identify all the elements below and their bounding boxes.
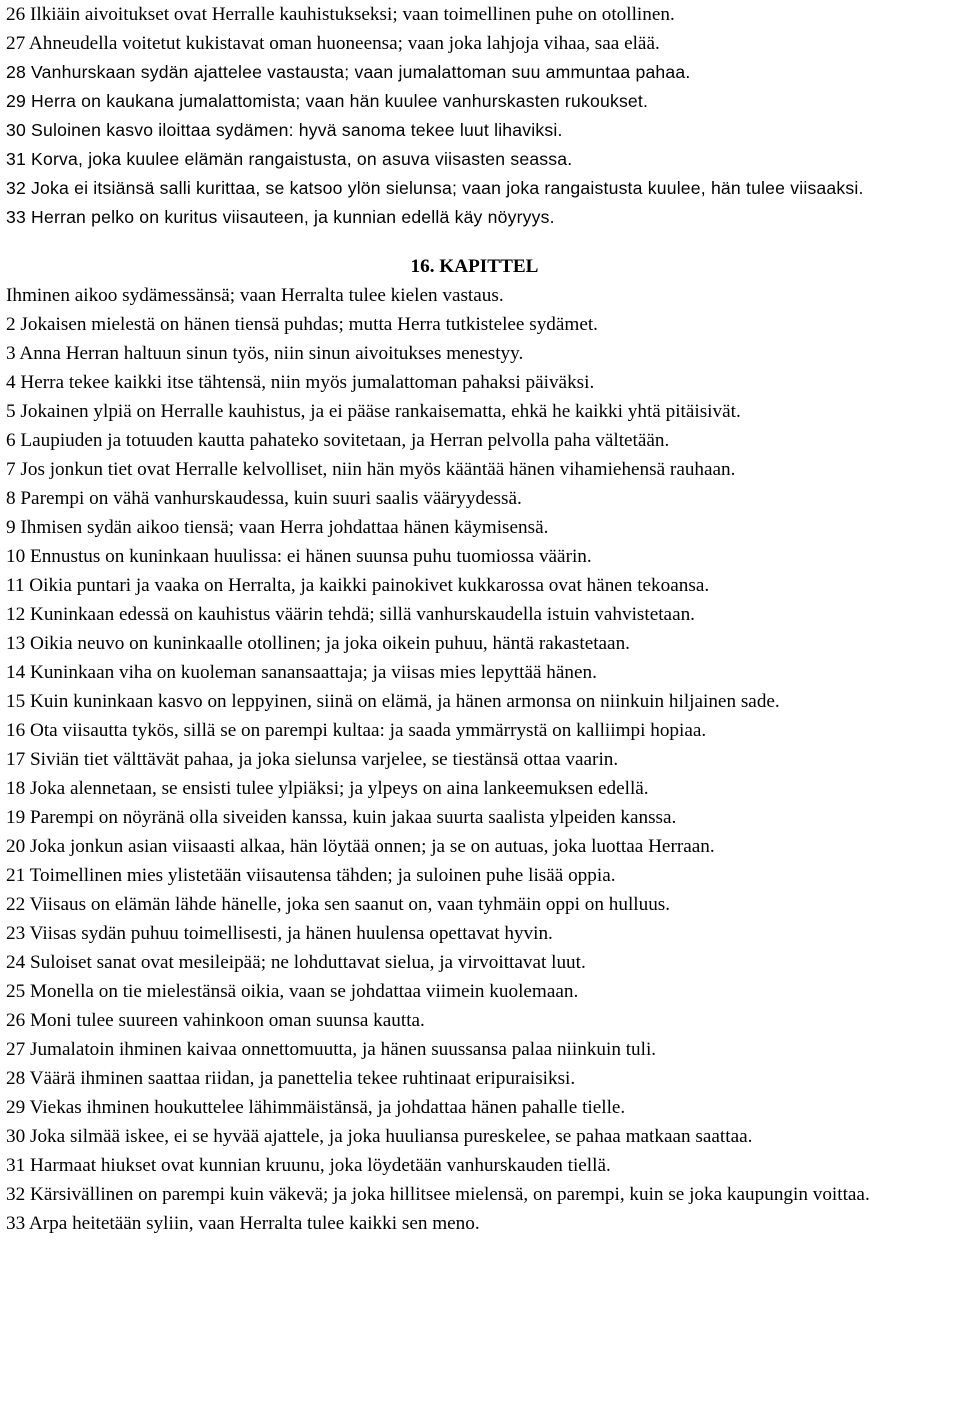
verse: 20 Joka jonkun asian viisaasti alkaa, hän löytää onnen; ja se on autuas, joka luottaa Herraan. [6,836,715,857]
verse: 15 Kuin kuninkaan kasvo on leppyinen, siinä on elämä, ja hänen armonsa on niinkuin hiljainen sade. [6,691,780,712]
verse: 18 Joka alennetaan, se ensisti tulee ylpiäksi; ja ylpeys on aina lankeemuksen edellä. [6,778,649,799]
verse: 25 Monella on tie mielestänsä oikia, vaan se johdattaa viimein kuolemaan. [6,981,579,1002]
verse: 13 Oikia neuvo on kuninkaalle otollinen; ja joka oikein puhuu, häntä rakastetaan. [6,633,630,654]
verse: 27 Ahneudella voitetut kukistavat oman huoneensa; vaan joka lahjoja vihaa, saa elää. [6,33,660,54]
verse: 12 Kuninkaan edessä on kauhistus väärin tehdä; sillä vanhurskaudella istuin vahvistetaan. [6,604,695,625]
previous-chapter-verses [6,0,955,232]
verse: 17 Siviän tiet välttävät pahaa, ja joka sielunsa varjelee, se tiestänsä ottaa vaarin. [6,749,619,770]
verse: 22 Viisaus on elämän lähde hänelle, joka sen saanut on, vaan tyhmäin oppi on hulluus. [6,894,671,915]
verse: 8 Parempi on vähä vanhurskaudessa, kuin suuri saalis vääryydessä. [6,488,522,509]
chapter-verses [6,281,955,1238]
verse: 31 Korva, joka kuulee elämän rangaistusta, on asuva viisasten seassa. [6,149,573,169]
verse: Ihminen aikoo sydämessänsä; vaan Herralta tulee kielen vastaus. [6,285,504,306]
verse: 32 Joka ei itsiänsä salli kurittaa, se katsoo ylön sielunsa; vaan joka rangaistusta kuulee, hän tulee viisaaksi. [6,178,864,198]
verse: 7 Jos jonkun tiet ovat Herralle kelvolliset, niin hän myös kääntää hänen vihamiehensä rauhaan. [6,459,736,480]
verse: 9 Ihmisen sydän aikoo tiensä; vaan Herra johdattaa hänen käymisensä. [6,517,549,538]
verse: 6 Laupiuden ja totuuden kautta pahateko sovitetaan, ja Herran pelvolla paha vältetään. [6,430,670,451]
verse: 2 Jokaisen mielestä on hänen tiensä puhdas; mutta Herra tutkistelee sydämet. [6,314,598,335]
verse: 14 Kuninkaan viha on kuoleman sanansaattaja; ja viisas mies lepyttää hänen. [6,662,597,683]
verse: 21 Toimellinen mies ylistetään viisautensa tähden; ja suloinen puhe lisää oppia. [6,865,616,886]
verse: 26 Moni tulee suureen vahinkoon oman suunsa kautta. [6,1010,425,1031]
chapter-heading: 16. KAPITTEL [410,256,539,277]
verse: 27 Jumalatoin ihminen kaivaa onnettomuutta, ja hänen suussansa palaa niinkuin tuli. [6,1039,657,1060]
verse: 11 Oikia puntari ja vaaka on Herralta, ja kaikki painokivet kukkarossa ovat hänen tekoansa. [6,575,710,596]
verse: 30 Joka silmää iskee, ei se hyvää ajattele, ja joka huuliansa pureskelee, se pahaa matkaan saattaa. [6,1126,753,1147]
verse: 3 Anna Herran haltuun sinun työs, niin sinun aivoitukses menestyy. [6,343,524,364]
verse: 33 Arpa heitetään syliin, vaan Herralta tulee kaikki sen meno. [6,1213,480,1234]
verse: 4 Herra tekee kaikki itse tähtensä, niin myös jumalattoman pahaksi päiväksi. [6,372,595,393]
verse: 33 Herran pelko on kuritus viisauteen, ja kunnian edellä käy nöyryys. [6,207,555,227]
verse: 28 Vanhurskaan sydän ajattelee vastausta; vaan jumalattoman suu ammuntaa pahaa. [6,62,691,82]
verse: 32 Kärsivällinen on parempi kuin väkevä; ja joka hillitsee mielensä, on parempi, kuin se joka kaupungin voittaa. [6,1184,870,1205]
verse: 26 Ilkiäin aivoitukset ovat Herralle kauhistukseksi; vaan toimellinen puhe on otollinen. [6,4,675,25]
verse: 31 Harmaat hiukset ovat kunnian kruunu, joka löydetään vanhurskauden tiellä. [6,1155,611,1176]
verse: 23 Viisas sydän puhuu toimellisesti, ja hänen huulensa opettavat hyvin. [6,923,553,944]
verse: 19 Parempi on nöyränä olla siveiden kanssa, kuin jakaa suurta saalista ylpeiden kanssa. [6,807,677,828]
verse: 24 Suloiset sanat ovat mesileipää; ne lohduttavat sielua, ja virvoittavat luut. [6,952,586,973]
verse: 16 Ota viisautta tykös, sillä se on parempi kultaa: ja saada ymmärrystä on kalliimpi hopiaa. [6,720,707,741]
verse: 10 Ennustus on kuninkaan huulissa: ei hänen suunsa puhu tuomiossa väärin. [6,546,592,567]
verse: 29 Herra on kaukana jumalattomista; vaan hän kuulee vanhurskasten rukoukset. [6,91,649,111]
verse: 30 Suloinen kasvo iloittaa sydämen: hyvä sanoma tekee luut lihaviksi. [6,120,563,140]
verse: 28 Väärä ihminen saattaa riidan, ja panettelia tekee ruhtinaat eripuraisiksi. [6,1068,576,1089]
verse: 5 Jokainen ylpiä on Herralle kauhistus, ja ei pääse rankaisematta, ehkä he kaikki yhtä pitäisivät. [6,401,741,422]
verse: 29 Viekas ihminen houkuttelee lähimmäistänsä, ja johdattaa hänen pahalle tielle. [6,1097,626,1118]
